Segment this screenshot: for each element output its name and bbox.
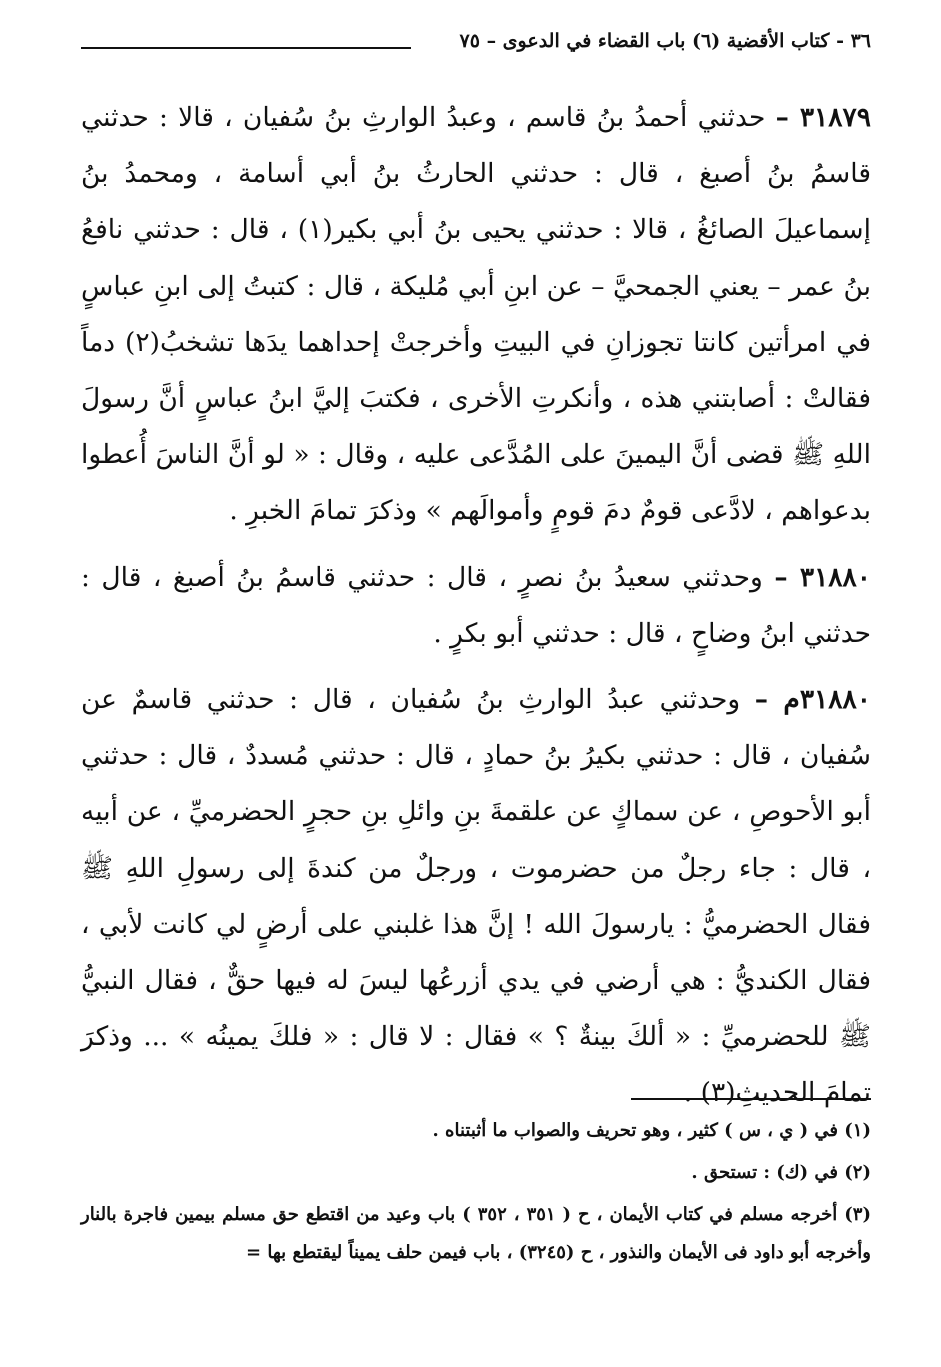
hadith-text: وحدثني سعيدُ بنُ نصرٍ ، قال : حدثني قاسمُ بنُ أصبغ ، قال : حدثني ابنُ وضاحٍ ، قال : حدثني أبو بكرٍ . xyxy=(81,561,871,649)
hadith-number: ٣١٨٨٠ – xyxy=(774,561,872,593)
running-title: ٣٦ - كتاب الأقضية (٦) باب القضاء في الدعوى – ٧٥ xyxy=(459,30,871,52)
footnote: (٣) أخرجه مسلم في كتاب الأيمان ، ح ( ٣٥١ ، ٣٥٢ ) باب وعيد من اقتطع حق مسلم بيمين فاجرة بالنار وأخرجه أبو داود فى الأيمان والنذور ، ح (٣٢٤٥) ، باب فيمن حلف يميناً ليقتطع بها = xyxy=(81,1204,871,1263)
hadith-number: ٣١٨٧٩ – xyxy=(775,102,871,133)
footnotes xyxy=(81,1112,871,1276)
page-header xyxy=(81,30,871,64)
hadith-paragraph xyxy=(81,672,871,1122)
hadith-text: حدثني أحمدُ بنُ قاسم ، وعبدُ الوارثِ بنُ سُفيان ، قالا : حدثني قاسمُ بنُ أصبغ ، قال : حدثني الحارثُ بنُ أبي أسامة ، ومحمدُ بنُ إسماعيلَ الصائغُ ، قالا : حدثني يحيى بنُ أبي بكير(١) ، قال : حدثني نافعُ بنُ عمر – يعني الجمحيَّ – عن ابنِ أبي مُليكة ، قال : كتبتُ إلى ابنِ عباسٍ في امرأتين كانتا تجوزانِ في البيتِ وأخرجتْ إحداهما يدَها تشخبُ(٢) دماً فقالتْ : أصابتني هذه ، وأنكرتِ الأخرى ، فكتبَ إليَّ ابنُ عباسٍ أنَّ رسولَ اللهِ ﷺ قضى أنَّ اليمينَ على المُدَّعى عليه ، وقال : « لو أنَّ الناسَ أُعطوا بدعواهم ، لادَّعى قومٌ دمَ قومٍ وأموالَهم » وذكرَ تمامَ الخبرِ . xyxy=(81,102,871,527)
hadith-paragraph xyxy=(81,550,871,662)
header-rule xyxy=(81,47,411,49)
hadith-text: وحدثني عبدُ الوارثِ بنُ سُفيان ، قال : حدثني قاسمٌ عن سُفيان ، قال : حدثني بكيرُ بنُ حمادٍ ، قال : حدثني مُسددٌ ، قال : حدثني أبو الأحوصِ ، عن سماكٍ عن علقمةَ بنِ وائلِ بنِ حجرٍ الحضرميِّ ، عن أبيه ، قال : جاء رجلٌ من حضرموت ، ورجلٌ من كندةَ إلى رسولِ اللهِ ﷺ فقال الحضرميُّ : يارسولَ الله ! إنَّ هذا غلبني على أرضٍ لي كانت لأبي ، فقال الكنديُّ : هي أرضي في يدي أزرعُها ليسَ له فيها حقٌّ ، فقال النبيُّ ﷺ للحضرميِّ : « ألكَ بينةٌ ؟ » فقال : لا قال : « فلكَ يمينُه » ... وذكرَ تمامَ الحديثِ(٣) . xyxy=(81,684,871,1109)
hadith-number: ٣١٨٨٠م – xyxy=(754,684,871,716)
main-text xyxy=(81,90,871,1132)
footnote-separator xyxy=(631,1098,871,1100)
footnote: (١) في ( ي ، س ) كثير ، وهو تحريف والصواب ما أثبتناه . xyxy=(432,1120,871,1141)
hadith-paragraph xyxy=(81,90,871,540)
footnote: (٢) في (ك) : تستحق . xyxy=(691,1162,871,1183)
